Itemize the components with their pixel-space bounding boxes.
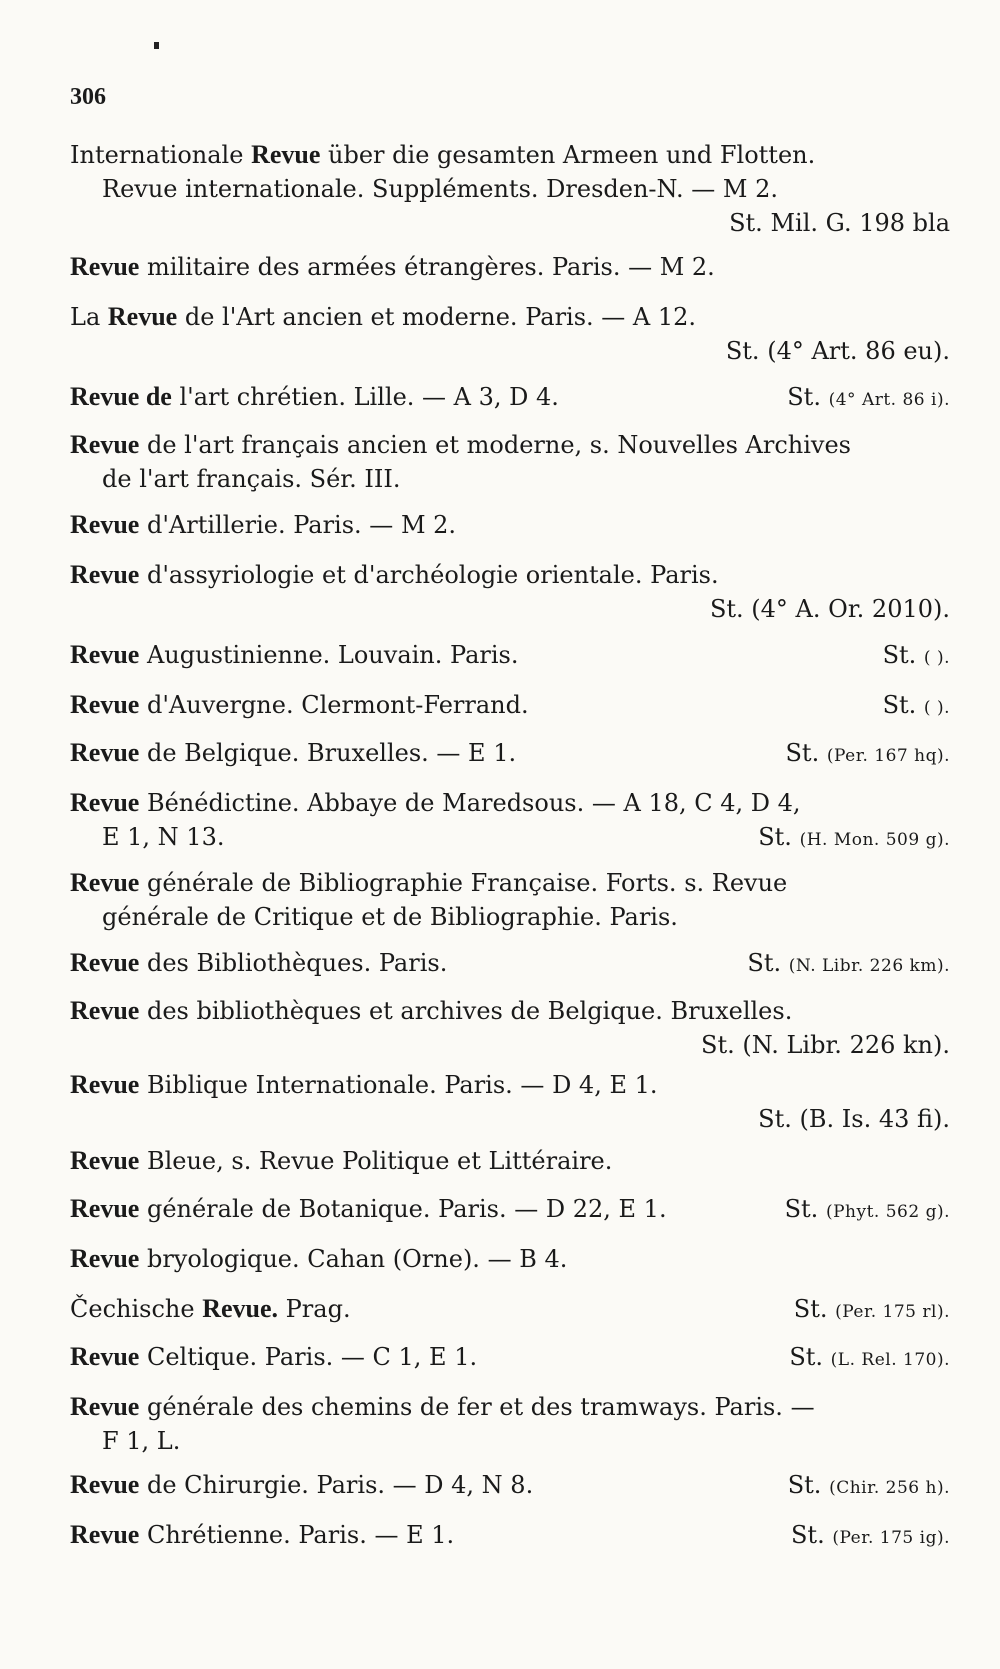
shelfmark: St. ( ). — [882, 641, 950, 669]
entry-14: Revue Biblique Internationale. Paris. — D 4, E 1. St. (B. Is. 43 fi). — [70, 1068, 950, 1136]
entry-7: Revue Augustinienne. Louvain. Paris. St. ( ). — [70, 638, 950, 672]
shelfmark: St. Mil. G. 198 bla — [729, 209, 950, 237]
entry-18: Čechische Revue. Prag. St. (Per. 175 rl). — [70, 1292, 950, 1326]
entry-4: Revue de l'art français ancien et moderne, s. Nouvelles Archives de l'art français. Sér. III. — [70, 430, 851, 493]
entry-20: Revue générale des chemins de fer et des tramways. Paris. — F 1, L. — [70, 1392, 815, 1455]
entry-8: Revue d'Auvergne. Clermont-Ferrand. St. ( ). — [70, 688, 950, 722]
shelfmark: St. (4° Art. 86 i). — [787, 383, 950, 411]
shelfmark: St. (N. Libr. 226 kn). — [701, 1031, 950, 1059]
shelfmark: St. (Per. 175 rl). — [793, 1295, 950, 1323]
entry-17: Revue bryologique. Cahan (Orne). — B 4. — [70, 1244, 568, 1273]
shelfmark: St. (Per. 175 ig). — [790, 1521, 950, 1549]
shelfmark: St. (L. Rel. 170). — [789, 1343, 950, 1371]
entry-11: Revue générale de Bibliographie Française. Forts. s. Revue générale de Critique et de Bibliographie. Paris. — [70, 868, 788, 931]
entry-21: Revue de Chirurgie. Paris. — D 4, N 8. St. (Chir. 256 h). — [70, 1468, 950, 1502]
shelfmark: St. ( ). — [882, 691, 950, 719]
entry-10: Revue Bénédictine. Abbaye de Maredsous. — A 18, C 4, D 4, E 1, N 13. St. (H. Mon. 509 g). — [70, 786, 950, 854]
entry-1: Revue militaire des armées étrangères. Paris. — M 2. — [70, 252, 715, 281]
shelfmark: St. (B. Is. 43 fi). — [758, 1105, 950, 1133]
entry-9: Revue de Belgique. Bruxelles. — E 1. St. (Per. 167 hq). — [70, 736, 950, 770]
entry-13: Revue des bibliothèques et archives de Belgique. Bruxelles. St. (N. Libr. 226 kn). — [70, 994, 950, 1062]
shelfmark: St. (H. Mon. 509 g). — [758, 823, 950, 851]
entry-3: Revue de l'art chrétien. Lille. — A 3, D 4. St. (4° Art. 86 i). — [70, 380, 950, 414]
entry-0: Internationale Revue über die gesamten Armeen und Flotten. Revue internationale. Suppléments. Dresden-N. — M 2. St. Mil. G. 198 bla — [70, 138, 950, 240]
entry-15: Revue Bleue, s. Revue Politique et Littéraire. — [70, 1146, 613, 1175]
entry-6: Revue d'assyriologie et d'archéologie orientale. Paris. St. (4° A. Or. 2010). — [70, 558, 950, 626]
entry-19: Revue Celtique. Paris. — C 1, E 1. St. (L. Rel. 170). — [70, 1340, 950, 1374]
shelfmark: St. (Chir. 256 h). — [787, 1471, 950, 1499]
ink-speck — [154, 42, 159, 49]
entry-5: Revue d'Artillerie. Paris. — M 2. — [70, 510, 457, 539]
entry-12: Revue des Bibliothèques. Paris. St. (N. Libr. 226 km). — [70, 946, 950, 980]
entry-16: Revue générale de Botanique. Paris. — D 22, E 1. St. (Phyt. 562 g). — [70, 1192, 950, 1226]
entry-2: La Revue de l'Art ancien et moderne. Paris. — A 12. St. (4° Art. 86 eu). — [70, 300, 950, 368]
page-number: 306 — [70, 84, 106, 110]
shelfmark: St. (4° Art. 86 eu). — [725, 337, 950, 365]
shelfmark: St. (N. Libr. 226 km). — [747, 949, 950, 977]
shelfmark: St. (Per. 167 hq). — [785, 739, 950, 767]
entry-22: Revue Chrétienne. Paris. — E 1. St. (Per. 175 ig). — [70, 1518, 950, 1552]
shelfmark: St. (4° A. Or. 2010). — [709, 595, 950, 623]
shelfmark: St. (Phyt. 562 g). — [784, 1195, 950, 1223]
